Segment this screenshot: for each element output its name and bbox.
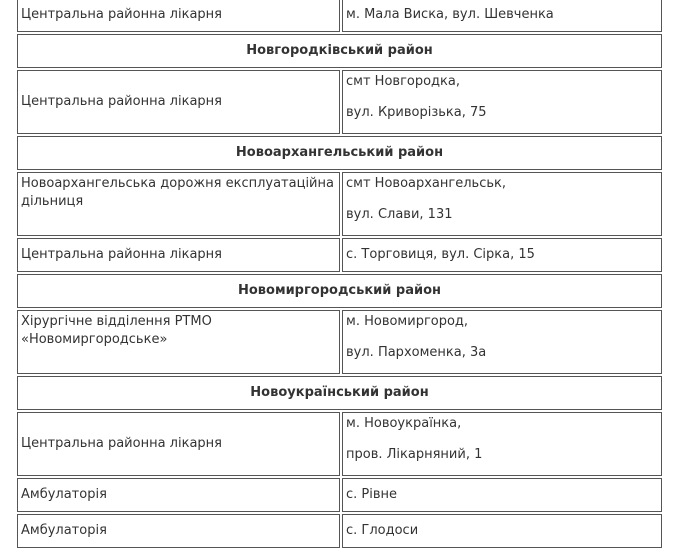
facility-name-cell: Центральна районна лікарня (17, 0, 340, 32)
district-row (17, 376, 662, 410)
district-heading: Новоукраїнський район (17, 376, 662, 410)
district-heading: Новомиргородський район (17, 274, 662, 308)
address-line: с. Торговиця, вул. Сірка, 15 (346, 247, 535, 262)
facility-name-cell: Центральна районна лікарня (17, 412, 340, 476)
district-row (17, 136, 662, 170)
facility-address-cell (342, 238, 662, 272)
facility-name-cell: Амбулаторія (17, 478, 340, 512)
hospitals-table (15, 0, 664, 550)
facility-address-cell (342, 514, 662, 548)
facility-name-cell: Хірургічне відділення РТМО «Новомиргородське» (17, 310, 340, 374)
address-line: смт Новгородка, (346, 74, 460, 89)
address-line: с. Рівне (346, 487, 398, 502)
facility-name-cell: Центральна районна лікарня (17, 238, 340, 272)
district-row (17, 274, 662, 308)
facility-name-cell: Центральна районна лікарня (17, 70, 340, 134)
table-row (17, 0, 662, 32)
facility-address-cell (342, 70, 662, 134)
facility-address-cell (342, 172, 662, 236)
address-line: вул. Пархоменка, 3а (346, 345, 487, 360)
facility-address-cell (342, 478, 662, 512)
district-row (17, 34, 662, 68)
address-line: вул. Слави, 131 (346, 207, 453, 222)
table-row (17, 514, 662, 548)
address-line: м. Новоукраїнка, (346, 416, 462, 431)
address-line: смт Новоархангельськ, (346, 176, 506, 191)
facility-address-cell (342, 0, 662, 32)
district-heading: Новоархангельський район (17, 136, 662, 170)
table-row (17, 70, 662, 134)
table-row (17, 478, 662, 512)
table-row (17, 412, 662, 476)
address-line: с. Глодоси (346, 523, 419, 538)
address-line: м. Новомиргород, (346, 314, 469, 329)
table-row (17, 310, 662, 374)
table-row (17, 238, 662, 272)
facility-name-cell: Новоархангельська дорожня експлуатаційна дільниця (17, 172, 340, 236)
table-row (17, 172, 662, 236)
district-heading: Новгородківський район (17, 34, 662, 68)
facility-address-cell (342, 310, 662, 374)
address-line: м. Мала Виска, вул. Шевченка (346, 7, 554, 22)
address-line: пров. Лікарняний, 1 (346, 447, 483, 462)
address-line: вул. Криворізька, 75 (346, 105, 487, 120)
facility-address-cell (342, 412, 662, 476)
facility-name-cell: Амбулаторія (17, 514, 340, 548)
